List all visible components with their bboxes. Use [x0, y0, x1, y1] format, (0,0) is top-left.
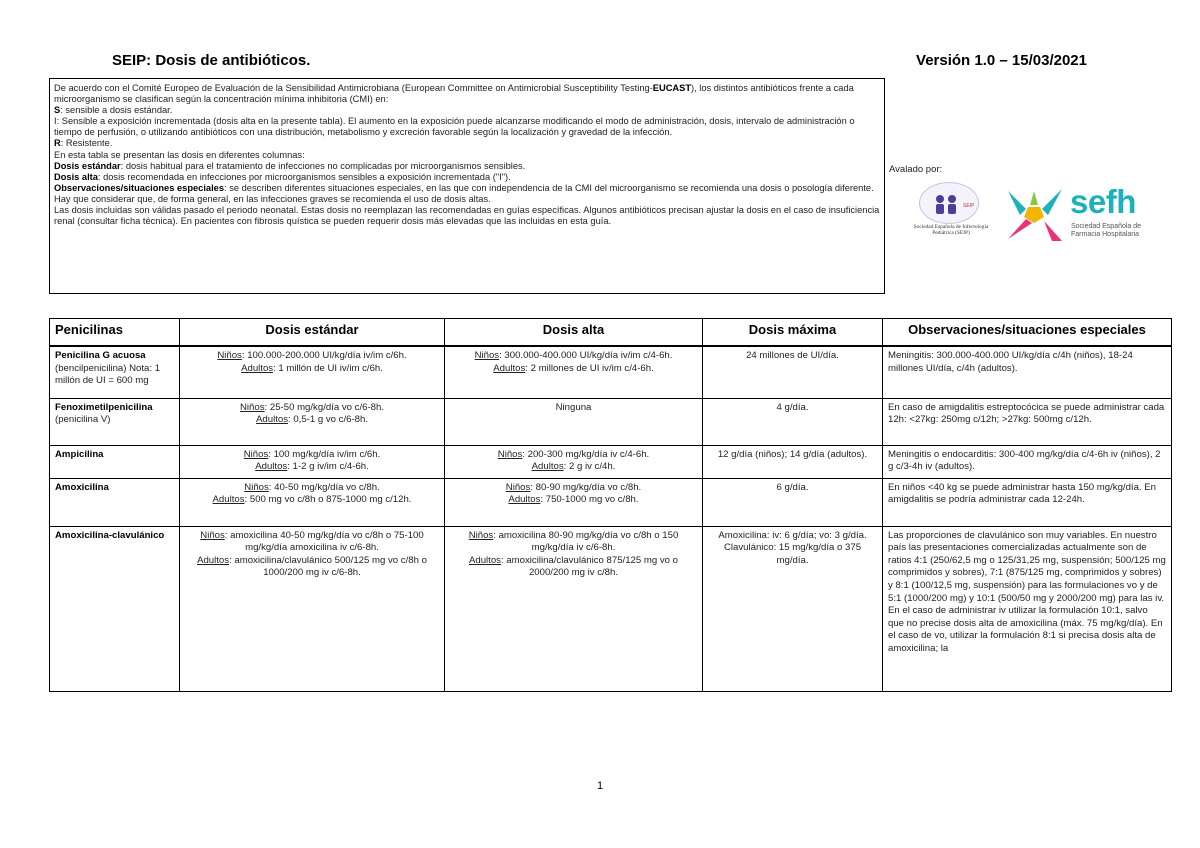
standard-dose-cell: Niños: 25-50 mg/kg/día vo c/6-8h. Adultos: 0,5-1 g vo c/6-8h. [180, 398, 445, 445]
drug-cell: Amoxicilina-clavulánico [50, 526, 180, 691]
standard-dose-cell: Niños: 100.000-200.000 UI/kg/día iv/im c/6h. Adultos: 1 millón de UI iv/im c/6h. [180, 346, 445, 398]
table-row [50, 398, 1172, 445]
seip-logo-text: Sociedad Española de Infectología Pediátrica (SEIP) [913, 224, 989, 237]
seip-emblem-icon [919, 182, 979, 224]
definition-standard: Dosis estándar: dosis habitual para el tratamiento de infecciones no complicadas por microorganismos sensibles. [54, 160, 526, 171]
sefh-subtitle: Sociedad Española de Farmacia Hospitalaria [1071, 223, 1142, 238]
high-dose-cell: Niños: 80-90 mg/kg/día vo c/8h. Adultos: 750-1000 mg vo c/8h. [445, 478, 703, 526]
intro-box [49, 78, 885, 294]
column-header: Dosis alta [445, 319, 703, 347]
drug-cell: Fenoximetilpenicilina (penicilina V) [50, 398, 180, 445]
table-row [50, 346, 1172, 398]
drug-cell: Ampicilina [50, 445, 180, 478]
column-header: Dosis estándar [180, 319, 445, 347]
document-title: SEIP: Dosis de antibióticos. [112, 52, 311, 69]
intro-paragraph: De acuerdo con el Comité Europeo de Evaluación de la Sensibilidad Antimicrobiana (European Committee on Antimicrobial Susceptibility Testing-EUCAST), los distintos antibióticos frente a cada microorganismo se clasifican según la concentración mínima inhibitoria (CMI) en: [54, 83, 854, 105]
drug-cell: Penicilina G acuosa (bencilpenicilina) Nota: 1 millón de UI = 600 mg [50, 346, 180, 398]
definition-observations: Observaciones/situaciones especiales: se describen diferentes situaciones especiales, en las que con independencia de la CMI del microorganismo se recomienda una dosis o posología diferente. [54, 182, 874, 193]
seip-logo [905, 180, 993, 244]
neonatal-note: Las dosis incluidas son válidas pasado el periodo neonatal. Estas dosis no reemplazan las recomendadas en guías específicas. Algunos antibióticos precisan ajustar la dosis en el caso de insuficiencia renal (consultar ficha técnica). En pacientes con fibrosis quística se pueden requerir dosis más elevadas que las incluidas en esta guía. [54, 205, 880, 227]
max-dose-cell: Amoxicilina: iv: 6 g/día; vo: 3 g/día. Clavulánico: 15 mg/kg/día o 375 mg/día. [703, 526, 883, 691]
column-header: Penicilinas [50, 319, 180, 347]
table-row [50, 526, 1172, 691]
sefh-wordmark: sefh [1070, 183, 1136, 220]
columns-intro: En esta tabla se presentan las dosis en diferentes columnas: [54, 149, 305, 160]
observations-cell: Meningitis: 300.000-400.000 UI/kg/día c/4h (niños), 18-24 millones UI/día, c/4h (adultos). [883, 346, 1172, 398]
standard-dose-cell: Niños: 100 mg/kg/día iv/im c/6h. Adultos: 1-2 g iv/im c/4-6h. [180, 445, 445, 478]
high-dose-cell: Niños: 200-300 mg/kg/día iv c/4-6h. Adultos: 2 g iv c/4h. [445, 445, 703, 478]
max-dose-cell: 12 g/día (niños); 14 g/día (adultos). [703, 445, 883, 478]
sefh-logo [1004, 183, 1164, 245]
definition-high: Dosis alta: dosis recomendada en infecciones por microorganismos sensibles a exposición incrementada ("I"). [54, 171, 511, 182]
definition-s: S: sensible a dosis estándar. [54, 105, 173, 116]
drug-cell: Amoxicilina [50, 478, 180, 526]
svg-text:SEIP: SEIP [963, 203, 975, 209]
high-dose-cell: Ninguna [445, 398, 703, 445]
observations-cell: Las proporciones de clavulánico son muy variables. En nuestro país las presentaciones comercializadas actualmente son de ratios 4:1 (250/62,5 mg o 125/31,25 mg, suspensión; 500/125 mg comprimidos y sobres), 7:1 (875/125 mg, comprimidos y sobres) y 8:1 (100/12,5 mg, suspensión) para las formulaciones vo y de 5:1 (1000/200 mg) y 10:1 (500/50 mg y 2000/200 mg) para las iv. En el caso de administrar iv utilizar la formulación 10:1, salvo que no precise dosis alta de amoxicilina (máx. 75 mg/kg/día). En el caso de vo, utilizar la formulación 8:1 si precisa dosis alta de amoxicilina; la [883, 526, 1172, 691]
observations-cell: En niños <40 kg se puede administrar hasta 150 mg/kg/día. En amigdalitis se podría administrar cada 12-24h. [883, 478, 1172, 526]
column-header: Dosis máxima [703, 319, 883, 347]
table-row [50, 445, 1172, 478]
max-dose-cell: 4 g/día. [703, 398, 883, 445]
version-label: Versión 1.0 – 15/03/2021 [916, 52, 1087, 69]
page-number: 1 [597, 780, 604, 792]
definition-i: I: Sensible a exposición incrementada (dosis alta en la presente tabla). El aumento en la exposición puede alcanzarse modificando el modo de administración, dosis, intervalo de administración o tiempo de perfusión, o utilizando antibióticos con una distribución, metabolismo y excreción favorable según la localización y gravedad de la infección. [54, 116, 855, 138]
high-dose-cell: Niños: amoxicilina 80-90 mg/kg/día vo c/8h o 150 mg/kg/día iv c/6-8h. Adultos: amoxicilina/clavulánico 875/125 mg vo o 2000/200 mg iv c/8h. [445, 526, 703, 691]
table-header-row [50, 319, 1172, 347]
table-row [50, 478, 1172, 526]
definition-r: R: Resistente. [54, 138, 113, 149]
observations-cell: Meningitis o endocarditis: 300-400 mg/kg/día c/4-6h iv (niños), 2 g c/3-4h iv (adultos). [883, 445, 1172, 478]
max-dose-cell: 6 g/día. [703, 478, 883, 526]
antibiotic-dose-table [49, 318, 1172, 692]
observations-cell: En caso de amigdalitis estreptocócica se puede administrar cada 12h: <27kg: 250mg c/12h; >27kg: 500mg c/12h. [883, 398, 1172, 445]
column-header: Observaciones/situaciones especiales [883, 319, 1172, 347]
sefh-emblem-icon [1004, 183, 1066, 245]
severe-note: Hay que considerar que, de forma general, en las infecciones graves se recomienda el uso de dosis altas. [54, 193, 491, 204]
standard-dose-cell: Niños: amoxicilina 40-50 mg/kg/día vo c/8h o 75-100 mg/kg/día amoxicilina iv c/6-8h. Adultos: amoxicilina/clavulánico 500/125 mg vo c/8h o 1000/200 mg iv c/6-8h. [180, 526, 445, 691]
max-dose-cell: 24 millones de UI/día. [703, 346, 883, 398]
standard-dose-cell: Niños: 40-50 mg/kg/día vo c/8h. Adultos: 500 mg vo c/8h o 875-1000 mg c/12h. [180, 478, 445, 526]
endorsed-by-label: Avalado por: [889, 164, 943, 175]
high-dose-cell: Niños: 300.000-400.000 UI/kg/día iv/im c/4-6h. Adultos: 2 millones de UI iv/im c/4-6h. [445, 346, 703, 398]
